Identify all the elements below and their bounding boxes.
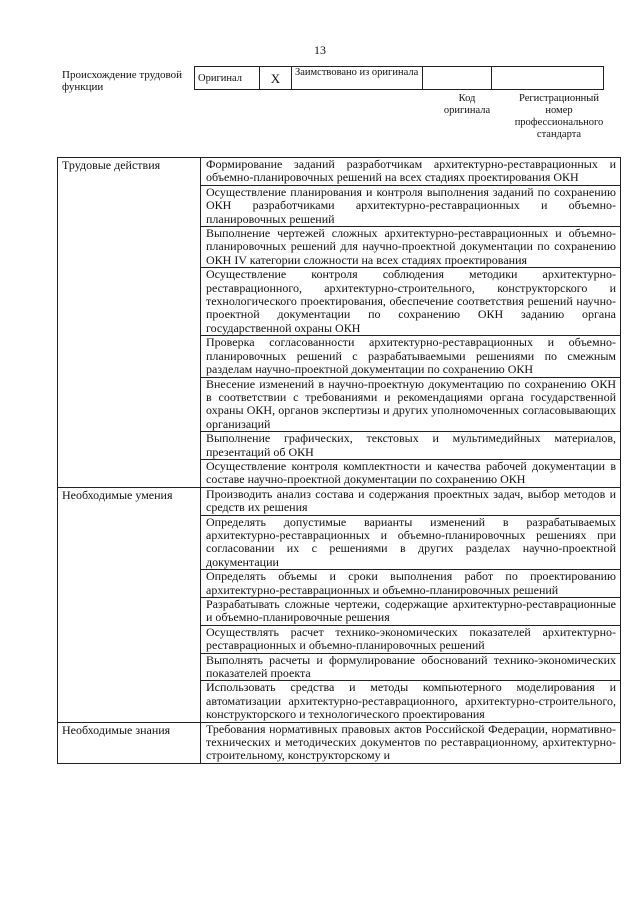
- labor-actions-item: Выполнение графических, текстовых и мультимедийных материалов, презентаций об ОКН: [201, 432, 621, 460]
- required-skills-item: Осуществлять расчет технико-экономических показателей архитектурно-реставрационных и объемно-планировочных решений: [201, 625, 621, 653]
- registration-caption: Регистрационный номер профессионального стандарта: [514, 93, 604, 140]
- labor-actions-item: Осуществление планирования и контроля выполнения заданий по сохранению ОКН разработчиками архитектурно-реставрационных и объемно-планировочных решений: [201, 185, 621, 226]
- required-skills-item: Производить анализ состава и содержания проектных задач, выбор методов и средств их решения: [201, 487, 621, 515]
- labor-actions-item: Осуществление контроля комплектности и качества рабочей документации в составе научно-проектной документации по сохранению ОКН: [201, 459, 621, 487]
- table-row: [58, 487, 621, 515]
- required-skills-item: Определять объемы и сроки выполнения работ по проектированию архитектурно-реставрационных и объемно-планировочных решений: [201, 570, 621, 598]
- required-skills-item: Использовать средства и методы компьютерного моделирования и автоматизации архитектурно-реставрационного, архитектурно-строительного, конструкторского и технологического проектирования: [201, 681, 621, 722]
- labor-actions-item: Выполнение чертежей сложных архитектурно-реставрационных и объемно-планировочных решений для научно-проектной документации по сохранению ОКН IV категории сложности на всех стадиях проектирования: [201, 227, 621, 268]
- table-row: [58, 158, 621, 186]
- labor-function-table: [57, 157, 621, 764]
- required-knowledge-item: Требования нормативных правовых актов Российской Федерации, нормативно-технических и методических документов по реставрационному, архитектурно-строительному, конструкторскому и: [201, 722, 621, 763]
- required-skills-item: Выполнять расчеты и формулирование обоснований технико-экономических показателей проекта: [201, 653, 621, 681]
- required-skills-item: Разрабатывать сложные чертежи, содержащие архитектурно-реставрационные и объемно-планировочные решения: [201, 598, 621, 626]
- labor-function-origin-label: Происхождение трудовой функции: [62, 69, 183, 93]
- labor-actions-item: Осуществление контроля соблюдения методики архитектурно-реставрационного, архитектурно-строительного, конструкторского и технологического проектирования, обеспечение соответствия решений научно-проектной документации по сохранению ОКН заданию органа государственной охраны ОКН: [201, 268, 621, 336]
- required-knowledge-label: Необходимые знания: [58, 722, 201, 763]
- original-label: Оригинал: [195, 67, 260, 90]
- registration-number-cell: [492, 67, 604, 90]
- labor-actions-item: Формирование заданий разработчикам архитектурно-реставрационных и объемно-планировочных решений на всех стадиях проектирования ОКН: [201, 158, 621, 186]
- table-row: [58, 722, 621, 763]
- labor-actions-item: Внесение изменений в научно-проектную документацию по сохранению ОКН в соответствии с требованиями и рекомендациями органа государственной охраны ОКН, органов экспертизы и других уполномоченных согласовывающих организаций: [201, 377, 621, 432]
- code-caption: Код оригинала: [443, 93, 491, 116]
- required-skills-item: Определять допустимые варианты изменений в разрабатываемых архитектурно-реставрационных и объемно-планировочных решениях при согласовании их с решениями в других разделах научно-проектной документации: [201, 515, 621, 570]
- required-skills-label: Необходимые умения: [58, 487, 201, 722]
- original-code-cell: [423, 67, 492, 90]
- labor-actions-item: Проверка согласованности архитектурно-реставрационных и объемно-планировочных решений с разрабатываемыми решениями по смежным разделам научно-проектной документации по сохранению ОКН: [201, 336, 621, 377]
- original-mark: X: [260, 67, 292, 90]
- labor-actions-label: Трудовые действия: [58, 158, 201, 488]
- page-number: 13: [314, 43, 326, 57]
- borrowed-label: Заимствовано из оригинала: [292, 67, 423, 90]
- origin-table: [194, 66, 604, 90]
- labor-function-table-body: [58, 158, 621, 764]
